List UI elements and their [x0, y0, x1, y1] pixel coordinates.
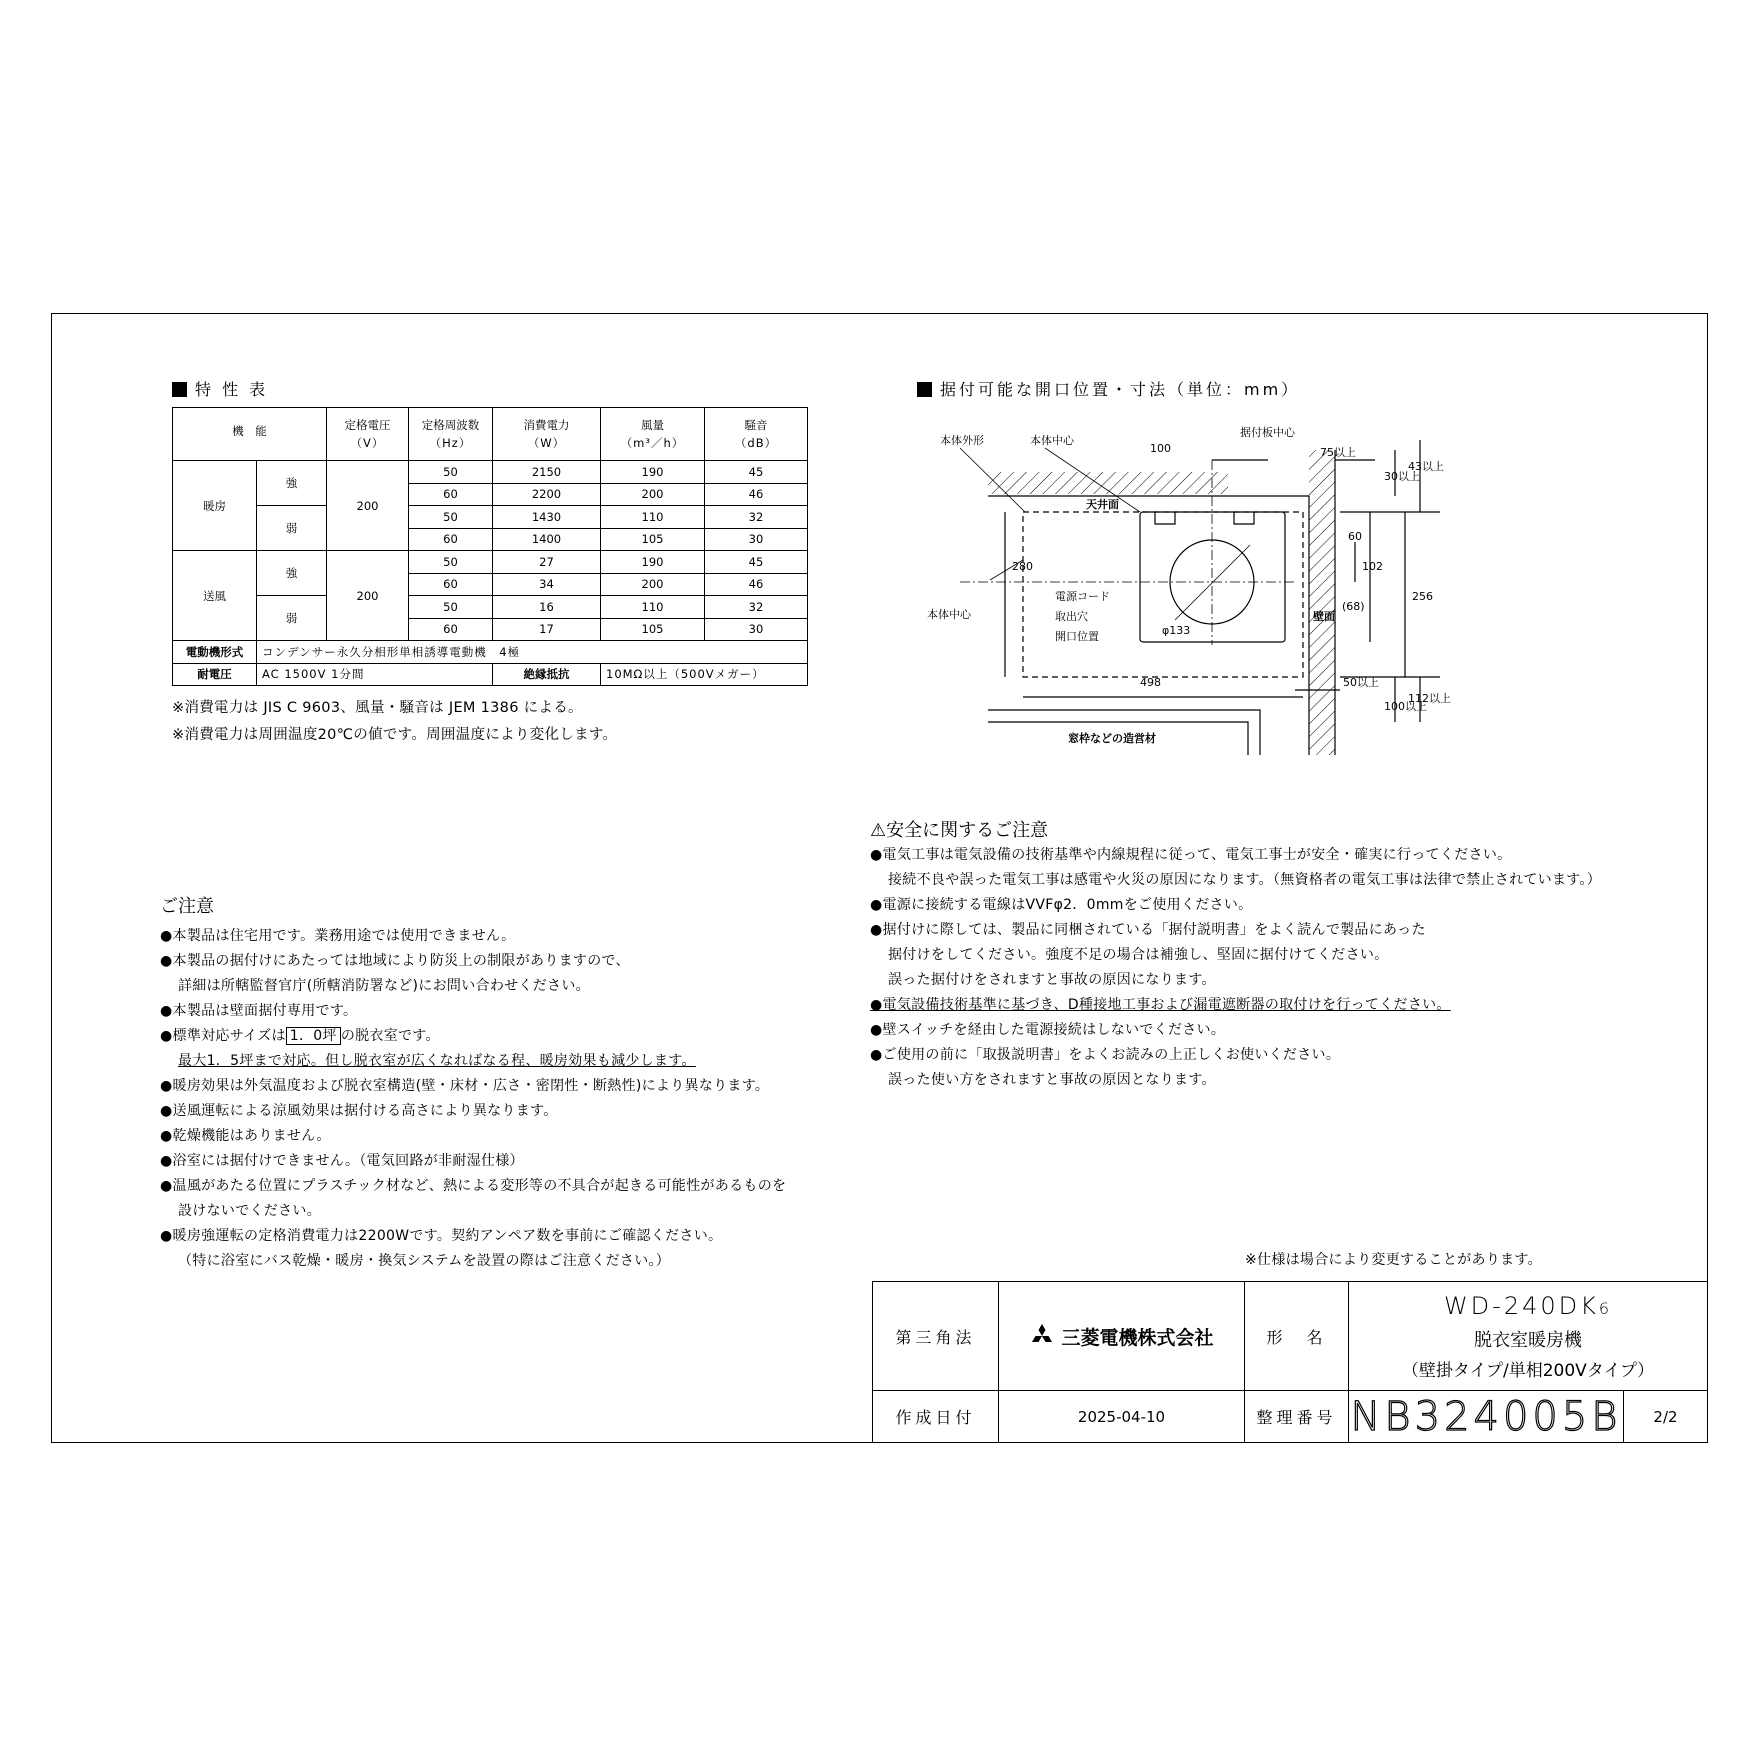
label-wall: 壁面	[1313, 610, 1335, 623]
spec-cell: 46	[705, 573, 808, 596]
wall-hatch	[1309, 450, 1335, 755]
caution-line: ●乾燥機能はありません。	[160, 1128, 331, 1144]
voltage-cell: 200	[327, 551, 409, 641]
spec-table	[172, 407, 808, 686]
spec-cell: 1400	[493, 528, 601, 551]
caution-line: 設けないでください。	[178, 1203, 321, 1219]
spec-footnotes	[172, 695, 617, 749]
mode-cell: 暖房	[173, 461, 257, 551]
spec-section-title	[172, 377, 268, 400]
dim-68: (68)	[1342, 600, 1365, 613]
caution-line: ●本製品の据付けにあたっては地域により防災上の制限がありますので、	[160, 953, 630, 969]
model-number: WD-240DK6	[1443, 1291, 1613, 1320]
caution-line: 最大1．5坪まで対応。但し脱衣室が広くなればなる程、暖房効果も減少します。	[178, 1053, 696, 1069]
spec-cell: 105	[601, 528, 705, 551]
spec-cell: 190	[601, 461, 705, 484]
size-boxed: 1．0坪	[286, 1027, 341, 1045]
spec-cell: 30	[705, 528, 808, 551]
spec-cell: 45	[705, 461, 808, 484]
spec-cell: 60	[409, 483, 493, 506]
square-bullet-icon	[172, 382, 187, 397]
spec-cell: 60	[409, 528, 493, 551]
safety-line: 据付けをしてください。強度不足の場合は補強し、堅固に据付けてください。	[888, 947, 1389, 963]
spec-cell: 27	[493, 551, 601, 574]
withstand-label: 耐電圧	[173, 663, 257, 686]
motor-value: コンデンサー永久分相形単相誘導電動機 4極	[257, 641, 808, 664]
warning-triangle-icon: ⚠	[870, 820, 887, 841]
product-name: 脱衣室暖房機	[1474, 1329, 1582, 1351]
number-label: 整理番号	[1244, 1390, 1349, 1443]
spec-header: 機 能	[173, 408, 327, 461]
safety-title	[870, 816, 1048, 842]
spec-cell: 50	[409, 551, 493, 574]
caution-line: ●送風運転による涼風効果は据付ける高さにより異なります。	[160, 1103, 558, 1119]
spec-footnote: ※消費電力は周囲温度20℃の値です。周囲温度により変化します。	[172, 727, 618, 743]
safety-line: 誤った使い方をされますと事故の原因となります。	[888, 1072, 1216, 1088]
motor-row	[173, 641, 808, 664]
spec-cell: 17	[493, 618, 601, 641]
spec-cell: 45	[705, 551, 808, 574]
label-plate-center: 据付板中心	[1240, 426, 1295, 439]
caution-line: ●浴室には据付けできません。（電気回路が非耐湿仕様）	[160, 1153, 524, 1169]
safety-line: ●据付けに際しては、製品に同梱されている「据付説明書」をよく読んで製品にあった	[870, 922, 1426, 938]
dim-60: 60	[1348, 530, 1362, 543]
projection-label: 第三角法	[872, 1281, 999, 1391]
dim-phi-133: φ133	[1162, 624, 1191, 637]
label-body-center-top: 本体中心	[1030, 434, 1074, 447]
caution-line: 詳細は所轄監督官庁(所轄消防署など)にお問い合わせください。	[178, 978, 590, 994]
spec-header: 定格周波数 （Hz）	[409, 408, 493, 461]
spec-cell: 50	[409, 596, 493, 619]
withstand-value: AC 1500V 1分間	[257, 663, 493, 686]
label-cord-3: 開口位置	[1055, 630, 1099, 643]
safety-title-text: 安全に関するご注意	[886, 820, 1049, 841]
caution-line: ●本製品は住宅用です。業務用途では使用できません。	[160, 928, 516, 944]
title-block	[872, 1281, 1708, 1443]
spec-cell: 200	[601, 483, 705, 506]
unit-body	[1140, 512, 1285, 642]
safety-line: ●電源に接続する電線はVVFφ2．0mmをご使用ください。	[870, 897, 1253, 913]
safety-list	[870, 843, 1601, 1093]
insulation-value: 10MΩ以上（500Vメガー）	[601, 663, 808, 686]
spec-title: 特 性 表	[195, 380, 269, 399]
label-cord-1: 電源コード	[1055, 590, 1110, 603]
label-body-outline: 本体外形	[940, 434, 984, 447]
model-cell	[1348, 1281, 1708, 1391]
spec-cell: 30	[705, 618, 808, 641]
spec-cell: 60	[409, 618, 493, 641]
voltage-cell: 200	[327, 461, 409, 551]
spec-header: 定格電圧 （V）	[327, 408, 409, 461]
label-frame: 窓枠などの造営材	[1068, 732, 1156, 745]
diagram-title: 据付可能な開口位置・寸法（単位：mm）	[940, 380, 1301, 399]
spec-header: 風量 （m³／h）	[601, 408, 705, 461]
level-cell: 弱	[257, 506, 327, 551]
dim-30: 30以上	[1384, 470, 1420, 483]
caution-list	[160, 924, 786, 1274]
dim-100: 100	[1150, 442, 1171, 455]
company-name: 三菱電機株式会社	[1061, 1326, 1214, 1349]
spec-cell: 32	[705, 506, 808, 529]
date-label: 作成日付	[872, 1390, 999, 1443]
spec-cell: 50	[409, 506, 493, 529]
mode-cell: 送風	[173, 551, 257, 641]
spec-cell: 2200	[493, 483, 601, 506]
dim-112: 112以上	[1408, 692, 1451, 705]
spec-header: 消費電力 （W）	[493, 408, 601, 461]
label-ceiling: 天井面	[1086, 498, 1119, 511]
drawing-number: NB324005B	[1348, 1390, 1624, 1443]
page-number: 2/2	[1623, 1390, 1708, 1443]
spec-row	[173, 596, 808, 619]
spec-change-note: ※仕様は場合により変更することがあります。	[1245, 1252, 1542, 1268]
dim-100b: 100以上	[1384, 700, 1427, 713]
spec-cell: 60	[409, 573, 493, 596]
product-type: （壁掛タイプ/単相200Vタイプ）	[1401, 1360, 1655, 1381]
spec-cell: 105	[601, 618, 705, 641]
spec-cell: 50	[409, 461, 493, 484]
level-cell: 強	[257, 461, 327, 506]
diagram-section-title	[917, 377, 1300, 400]
safety-line: 誤った据付けをされますと事故の原因になります。	[888, 972, 1216, 988]
caution-line: ●温風があたる位置にプラスチック材など、熱による変形等の不具合が起きる可能性があるものを	[160, 1178, 787, 1194]
safety-line: 接続不良や誤った電気工事は感電や火災の原因になります。（無資格者の電気工事は法律で禁止されています。）	[888, 872, 1602, 888]
dim-498: 498	[1140, 676, 1161, 689]
spec-header: 騒音 （dB）	[705, 408, 808, 461]
installation-diagram	[900, 420, 1490, 760]
spec-cell: 110	[601, 596, 705, 619]
spec-cell: 34	[493, 573, 601, 596]
spec-row	[173, 551, 808, 574]
level-cell: 強	[257, 551, 327, 596]
dim-102: 102	[1362, 560, 1383, 573]
dim-280: 280	[1012, 560, 1033, 573]
spec-row	[173, 461, 808, 484]
withstand-row	[173, 663, 808, 686]
company-cell	[998, 1281, 1245, 1391]
label-cord-2: 取出穴	[1055, 610, 1088, 623]
safety-line: ●電気設備技術基準に基づき、D種接地工事および漏電遮断器の取付けを行ってください。	[870, 997, 1451, 1013]
caution-line-size: ●標準対応サイズは 1．0坪 の脱衣室です。	[160, 1028, 440, 1044]
caution-line: （特に浴室にバス乾燥・暖房・換気システムを設置の際はご注意ください。）	[178, 1253, 671, 1269]
caution-line: ●暖房効果は外気温度および脱衣室構造(壁・床材・広さ・密閉性・断熱性)により異なります。	[160, 1078, 770, 1094]
mitsubishi-logo-icon	[1029, 1324, 1055, 1348]
spec-cell: 32	[705, 596, 808, 619]
spec-cell: 200	[601, 573, 705, 596]
spec-cell: 1430	[493, 506, 601, 529]
label-body-center-left: 本体中心	[927, 608, 971, 621]
model-label: 形 名	[1244, 1281, 1349, 1391]
spec-cell: 16	[493, 596, 601, 619]
dim-75: 75以上	[1320, 446, 1356, 459]
spec-footnote: ※消費電力は JIS C 9603、風量・騒音は JEM 1386 による。	[172, 700, 583, 716]
date-value: 2025-04-10	[998, 1390, 1245, 1443]
spec-cell: 2150	[493, 461, 601, 484]
dim-256: 256	[1412, 590, 1433, 603]
spec-cell: 46	[705, 483, 808, 506]
square-bullet-icon	[917, 382, 932, 397]
spec-row	[173, 506, 808, 529]
dim-50: 50以上	[1343, 676, 1379, 689]
caution-line: ●本製品は壁面据付専用です。	[160, 1003, 358, 1019]
caution-line: ●暖房強運転の定格消費電力は2200Wです。契約アンペア数を事前にご確認ください。	[160, 1228, 723, 1244]
motor-label: 電動機形式	[173, 641, 257, 664]
safety-line: ●電気工事は電気設備の技術基準や内線規程に従って、電気工事士が安全・確実に行ってください。	[870, 847, 1512, 863]
level-cell: 弱	[257, 596, 327, 641]
safety-line: ●壁スイッチを経由した電源接続はしないでください。	[870, 1022, 1226, 1038]
safety-line: ●ご使用の前に「取扱説明書」をよくお読みの上正しくお使いください。	[870, 1047, 1341, 1063]
caution-title: ご注意	[160, 896, 214, 917]
spec-cell: 190	[601, 551, 705, 574]
insulation-label: 絶縁抵抗	[493, 663, 601, 686]
dim-43: 43以上	[1408, 460, 1444, 473]
spec-cell: 110	[601, 506, 705, 529]
